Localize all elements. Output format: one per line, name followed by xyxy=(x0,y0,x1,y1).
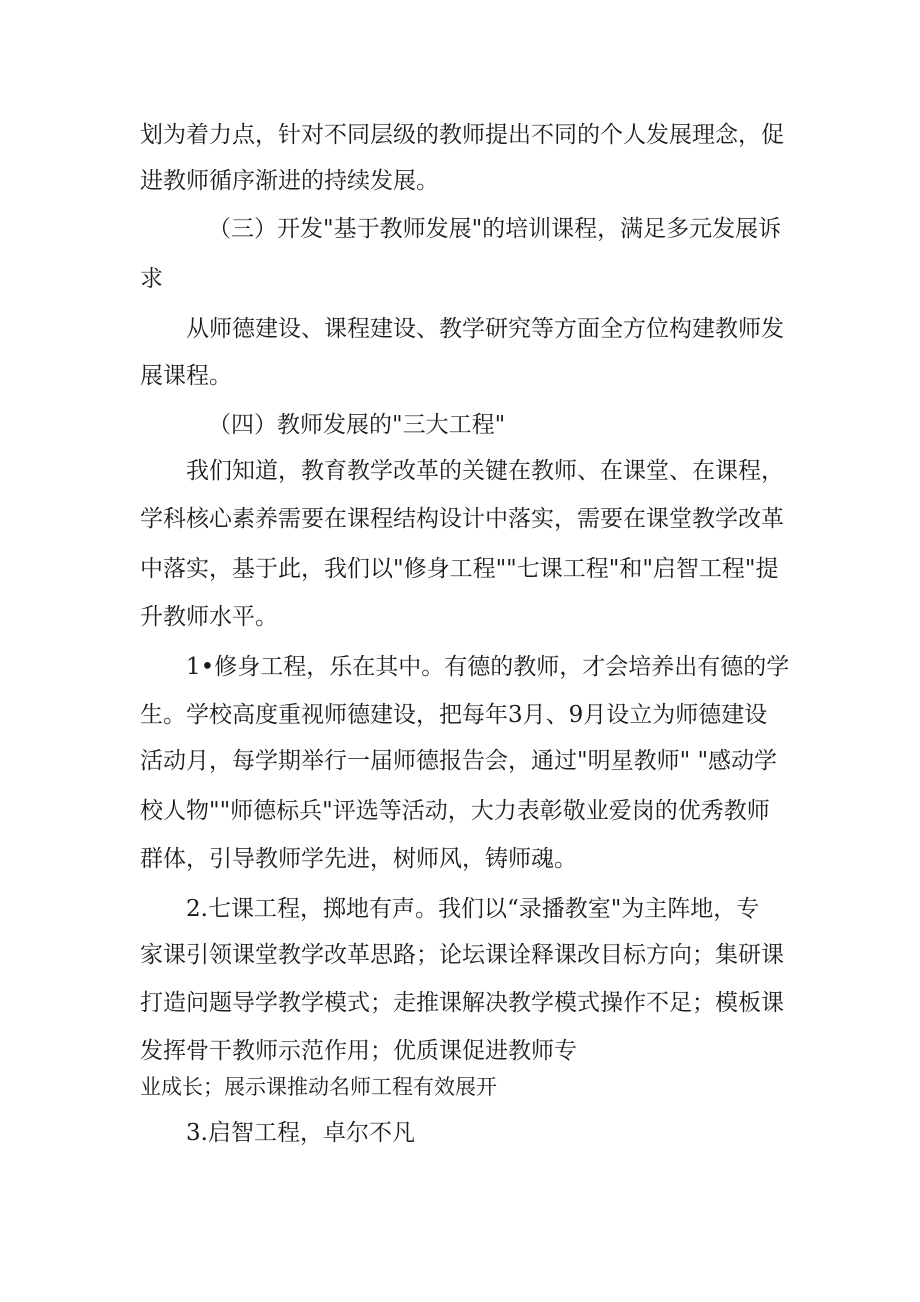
paragraph-line: 业成长；展示课推动名师工程有效展开 xyxy=(140,1075,497,1099)
paragraph-line: 生。学校高度重视师德建设，把每年3月、9月设立为师德建设 xyxy=(140,702,768,728)
paragraph-line: 展课程。 xyxy=(140,363,232,389)
paragraph-line: 学科核心素养需要在课程结构设计中落实，需要在课堂教学改革 xyxy=(140,506,784,532)
paragraph-line: 中落实，基于此，我们以"修身工程""七课工程"和"启智工程"提 xyxy=(140,556,779,582)
paragraph-line: 升教师水平。 xyxy=(140,604,278,630)
paragraph-line: 发挥骨干教师示范作用；优质课促进教师专 xyxy=(140,1038,577,1064)
paragraph-line: 1•修身工程，乐在其中。有德的教师，才会培养出有德的学 xyxy=(186,654,790,680)
paragraph-line: 3.启智工程，卓尔不凡 xyxy=(186,1120,415,1146)
paragraph-line: 校人物""师德标兵"评选等活动，大力表彰敬业爱岗的优秀教师 xyxy=(140,798,770,824)
paragraph-line: 划为着力点，针对不同层级的教师提出不同的个人发展理念，促 xyxy=(140,122,784,148)
paragraph-line: 打造问题导学教学模式；走推课解决教学模式操作不足；模板课 xyxy=(140,990,784,1016)
paragraph-line: 家课引领课堂教学改革思路；论坛课诠释课改目标方向；集研课 xyxy=(140,942,784,968)
paragraph-line: 群体，引导教师学先进，树师风，铸师魂。 xyxy=(140,846,577,872)
section-heading: （三）开发"基于教师发展"的培训课程，满足多元发展诉 xyxy=(208,216,782,242)
paragraph-line: 活动月，每学期举行一届师德报告会，通过"明星教师" "感动学 xyxy=(140,748,778,774)
paragraph-line: 我们知道，教育教学改革的关键在教师、在课堂、在课程， xyxy=(186,458,784,484)
paragraph-line: 从师德建设、课程建设、教学研究等方面全方位构建教师发 xyxy=(186,316,784,342)
paragraph-line: 进教师循序渐进的持续发展。 xyxy=(140,168,439,194)
section-heading: 求 xyxy=(140,266,163,292)
paragraph-line: 2.七课工程，掷地有声。我们以“录播教室"为主阵地，专 xyxy=(186,896,760,922)
section-heading: （四）教师发展的"三大工程" xyxy=(208,412,506,438)
